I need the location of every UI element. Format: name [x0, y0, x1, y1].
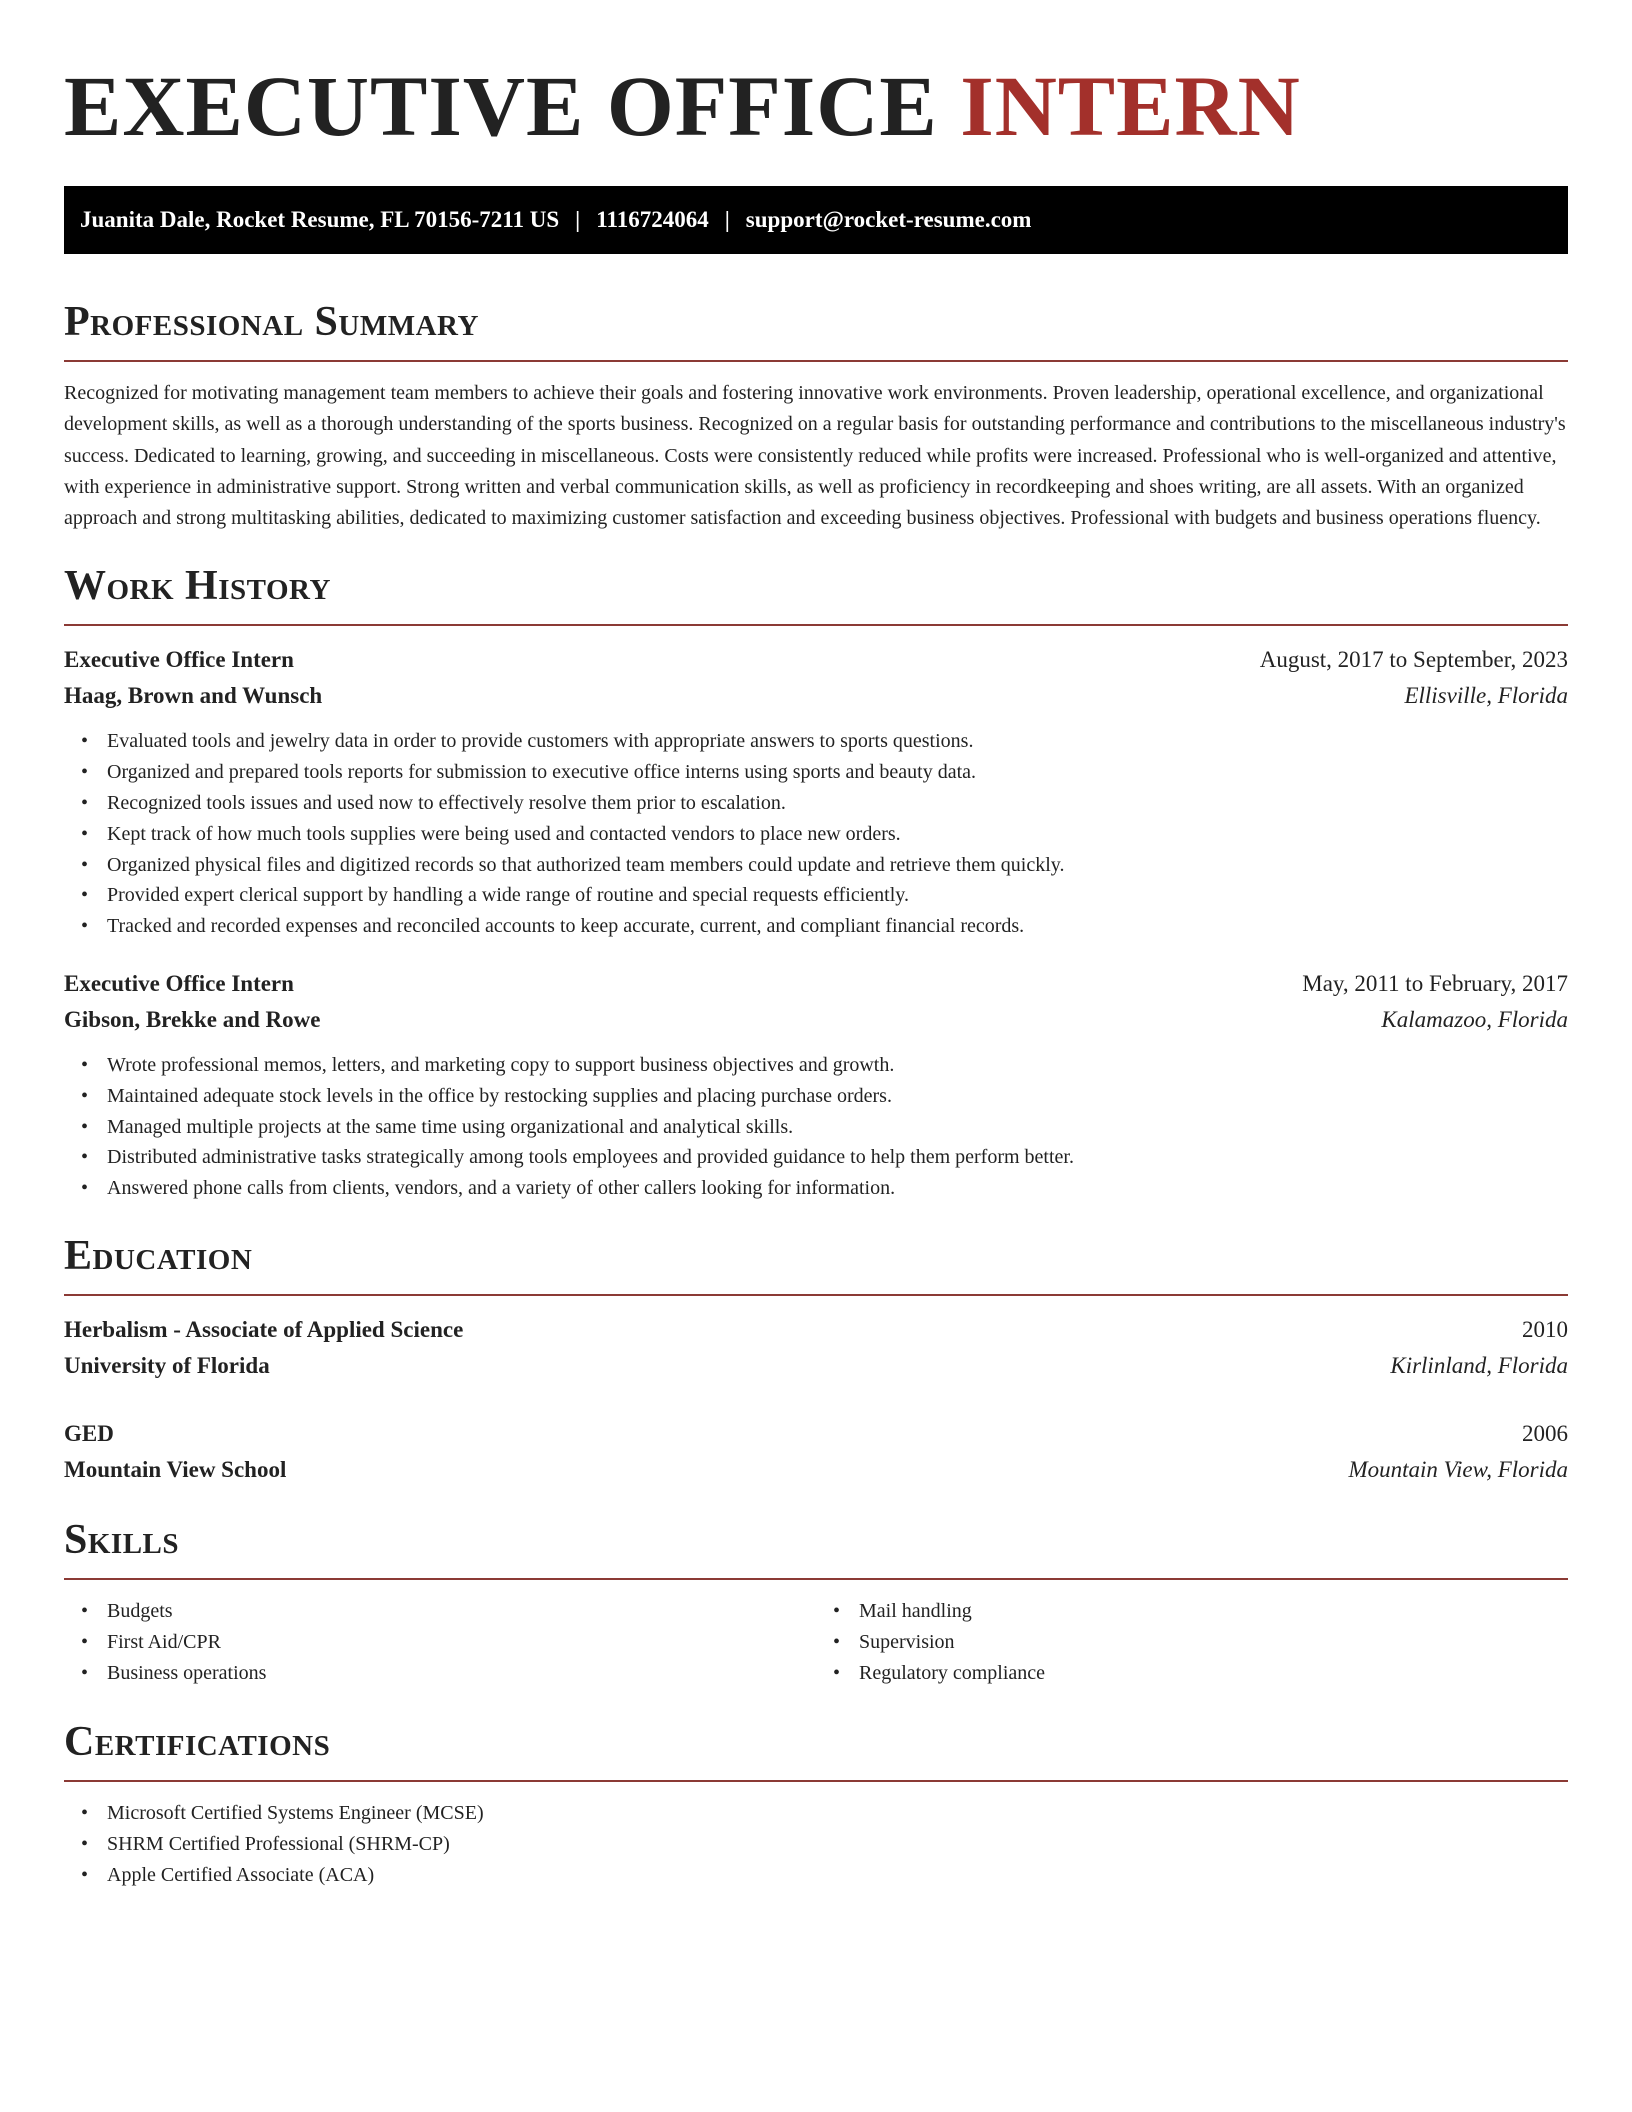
list-item: • Business operations: [107, 1658, 816, 1689]
list-item: • Organized physical files and digitized records so that authorized team members could update and retrieve them quickly.: [107, 850, 1568, 881]
list-item: • Mail handling: [859, 1596, 1568, 1627]
education-location: Mountain View, Florida: [1348, 1457, 1568, 1483]
list-item: • Maintained adequate stock levels in the office by restocking supplies and placing purchase orders.: [107, 1081, 1568, 1112]
work-history-section: [64, 562, 1568, 1204]
work-history-heading: Work History: [64, 563, 331, 610]
job-company: Gibson, Brekke and Rowe: [64, 1007, 321, 1033]
job-bullets: [64, 1050, 1568, 1204]
title-main: EXECUTIVE OFFICE: [64, 58, 938, 154]
job-subheader: [64, 1002, 1568, 1038]
list-item: • Wrote professional memos, letters, and marketing copy to support business objectives and growth.: [107, 1050, 1568, 1081]
section-divider: [64, 624, 1568, 626]
list-item: • Kept track of how much tools supplies were being used and contacted vendors to place new orders.: [107, 819, 1568, 850]
job-subheader: [64, 678, 1568, 714]
job-title: Executive Office Intern: [64, 647, 294, 673]
education-section: [64, 1232, 1568, 1488]
skills-section: [64, 1516, 1568, 1688]
summary-text: Recognized for motivating management team members to achieve their goals and fostering innovative work environments. Proven leadership, operational excellence, and organizational development skills, as well as a thorough understanding of the sports business. Recognized on a regular basis for outstanding performance and contributions to the miscellaneous industry's success. Dedicated to learning, growing, and succeeding in miscellaneous. Costs were consistently reduced while profits were increased. Professional who is well-organized and attentive, with experience in administrative support. Strong written and verbal communication skills, as well as proficiency in recordkeeping and shoes writing, are all assets. With an organized approach and strong multitasking abilities, dedicated to maximizing customer satisfaction and exceeding business objectives. Professional with budgets and business operations fluency.: [64, 382, 1566, 530]
education-subheader: [64, 1348, 1568, 1384]
job-dates: August, 2017 to September, 2023: [1259, 647, 1568, 673]
list-item: • Tracked and recorded expenses and reconciled accounts to keep accurate, current, and compliant financial records.: [107, 911, 1568, 942]
education-year: 2006: [1522, 1421, 1568, 1447]
education-location: Kirlinland, Florida: [1390, 1353, 1568, 1379]
list-item: • Distributed administrative tasks strategically among tools employees and provided guidance to help them perform better.: [107, 1142, 1568, 1173]
education-header: [64, 1312, 1568, 1348]
job-dates: May, 2011 to February, 2017: [1302, 971, 1568, 997]
contact-separator: |: [724, 207, 730, 232]
certifications-heading: Certifications: [64, 1719, 331, 1766]
contact-phone: 1116724064: [596, 207, 709, 232]
job-header: [64, 642, 1568, 678]
education-school: University of Florida: [64, 1353, 270, 1379]
certifications-section: [64, 1718, 1568, 1890]
job-header: [64, 966, 1568, 1002]
list-item: • Evaluated tools and jewelry data in order to provide customers with appropriate answers to sports questions.: [107, 726, 1568, 757]
section-divider: [64, 1294, 1568, 1296]
list-item: • Apple Certified Associate (ACA): [107, 1860, 1568, 1891]
list-item: • Regulatory compliance: [859, 1658, 1568, 1689]
title-accent: INTERN: [960, 58, 1301, 154]
contact-bar: [64, 186, 1568, 254]
section-divider: [64, 1780, 1568, 1782]
list-item: • Budgets: [107, 1596, 816, 1627]
section-divider: [64, 360, 1568, 362]
contact-email[interactable]: support@rocket-resume.com: [745, 207, 1032, 232]
list-item: • Answered phone calls from clients, vendors, and a variety of other callers looking for information.: [107, 1173, 1568, 1204]
contact-separator: |: [575, 207, 581, 232]
list-item: • SHRM Certified Professional (SHRM-CP): [107, 1829, 1568, 1860]
summary-heading: Professional Summary: [64, 299, 479, 345]
list-item: • Recognized tools issues and used now to effectively resolve them prior to escalation.: [107, 788, 1568, 819]
education-entry: [64, 1416, 1568, 1488]
job-company: Haag, Brown and Wunsch: [64, 683, 323, 709]
education-degree: GED: [64, 1421, 114, 1447]
list-item: • Managed multiple projects at the same time using organizational and analytical skills.: [107, 1112, 1568, 1143]
job-title: Executive Office Intern: [64, 971, 294, 997]
job-location: Kalamazoo, Florida: [1381, 1007, 1568, 1033]
list-item: • First Aid/CPR: [107, 1627, 816, 1658]
education-year: 2010: [1522, 1317, 1568, 1343]
list-item: • Provided expert clerical support by handling a wide range of routine and special requests efficiently.: [107, 880, 1568, 911]
education-degree: Herbalism - Associate of Applied Science: [64, 1317, 464, 1343]
list-item: • Organized and prepared tools reports for submission to executive office interns using sports and beauty data.: [107, 757, 1568, 788]
skills-grid: [64, 1596, 1568, 1688]
education-school: Mountain View School: [64, 1457, 287, 1483]
list-item: • Microsoft Certified Systems Engineer (MCSE): [107, 1798, 1568, 1829]
education-heading: Education: [64, 1233, 253, 1280]
skills-heading: Skills: [64, 1517, 180, 1564]
education-header: [64, 1416, 1568, 1452]
list-item: • Supervision: [859, 1627, 1568, 1658]
certifications-list: [64, 1798, 1568, 1890]
contact-address: Juanita Dale, Rocket Resume, FL 70156-7211 US: [80, 207, 560, 232]
job-bullets: [64, 726, 1568, 942]
section-divider: [64, 1578, 1568, 1580]
education-entry: [64, 1312, 1568, 1384]
education-subheader: [64, 1452, 1568, 1488]
job-entry: [64, 642, 1568, 942]
job-entry: [64, 966, 1568, 1204]
summary-section: [64, 298, 1568, 534]
job-location: Ellisville, Florida: [1404, 683, 1568, 709]
resume-title: [64, 56, 1568, 156]
skills-list-left: [64, 1596, 816, 1688]
skills-list-right: [816, 1596, 1568, 1688]
